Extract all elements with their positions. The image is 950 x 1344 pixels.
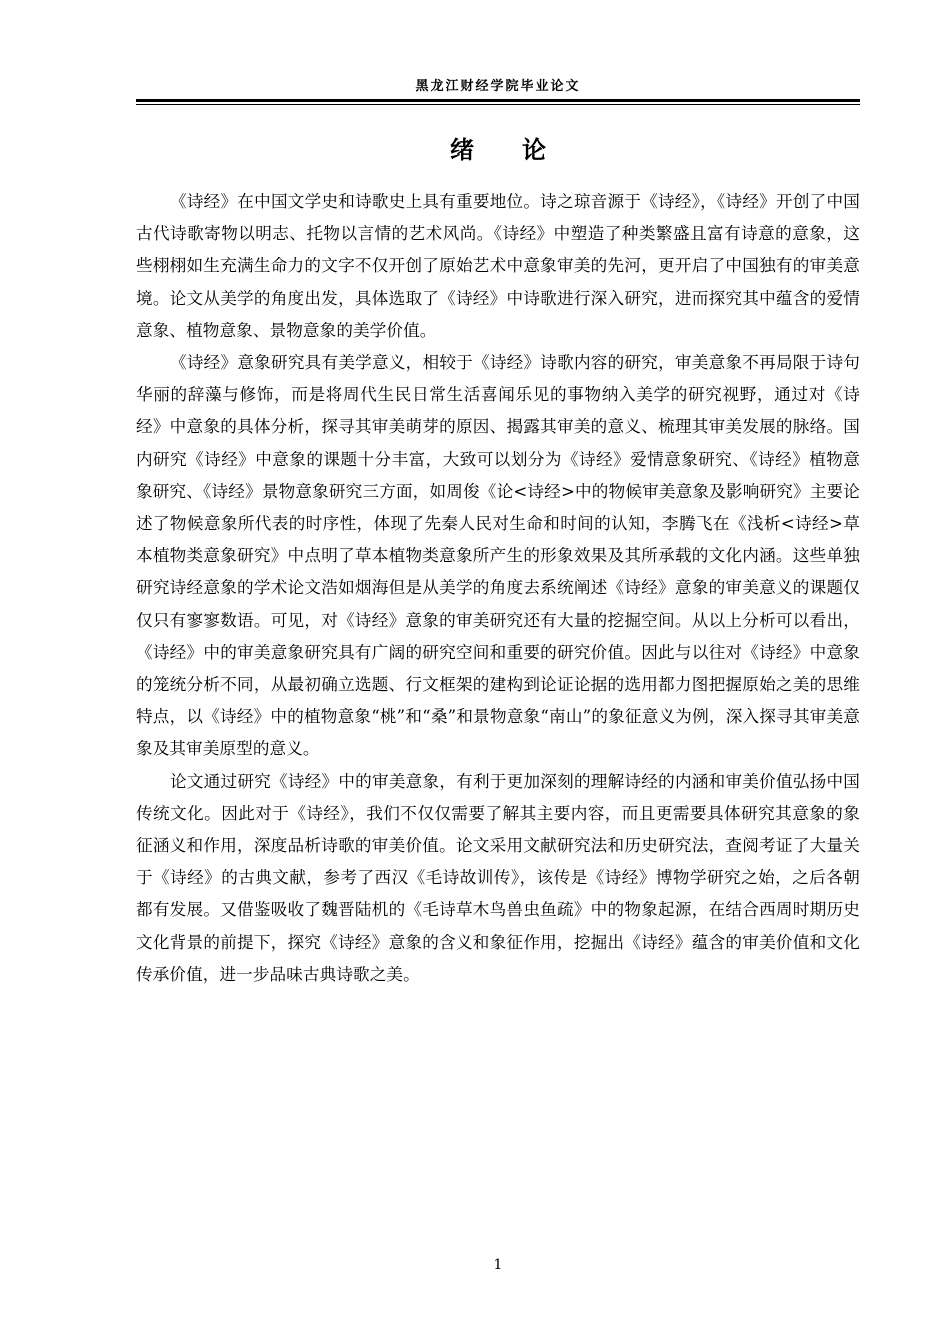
body-text [136, 186, 860, 991]
header-rule-thick [136, 99, 860, 102]
chapter-title-part1: 绪 [450, 135, 474, 164]
running-header: 黑龙江财经学院毕业论文 [415, 79, 581, 94]
paragraph-2: 《诗经》意象研究具有美学意义，相较于《诗经》诗歌内容的研究，审美意象不再局限于诗句华丽的辞藻与修饰，而是将周代生民日常生活喜闻乐见的事物纳入美学的研究视野，通过对《诗经》中意象的具体分析，探寻其审美萌芽的原因、揭露其审美的意义、梳理其审美发展的脉络。国内研究《诗经》中意象的课题十分丰富，大致可以划分为《诗经》爱情意象研究、《诗经》植物意象研究、《诗经》景物意象研究三方面，如周俊《论<诗经>中的物候审美意象及影响研究》主要论述了物候意象所代表的时序性，体现了先秦人民对生命和时间的认知，李腾飞在《浅析<诗经>草本植物类意象研究》中点明了草本植物类意象所产生的形象效果及其所承载的文化内涵。这些单独研究诗经意象的学术论文浩如烟海但是从美学的角度去系统阐述《诗经》意象的审美意义的课题仅仅只有寥寥数语。可见，对《诗经》意象的审美研究还有大量的挖掘空间。从以上分析可以看出，《诗经》中的审美意象研究具有广阔的研究空间和重要的研究价值。因此与以往对《诗经》中意象的笼统分析不同，从最初确立选题、行文框架的建构到论证论据的选用都力图把握原始之美的思维特点，以《诗经》中的植物意象“桃”和“桑”和景物意象“南山”的象征意义为例，深入探寻其审美意象及其审美原型的意义。 [136, 353, 860, 759]
header-rule-thin [136, 104, 860, 105]
paragraph-3: 论文通过研究《诗经》中的审美意象，有利于更加深刻的理解诗经的内涵和审美价值弘扬中国传统文化。因此对于《诗经》，我们不仅仅需要了解其主要内容，而且更需要具体研究其意象的象征涵义和作用，深度品析诗歌的审美价值。论文采用文献研究法和历史研究法，查阅考证了大量关于《诗经》的古典文献，参考了西汉《毛诗故训传》，该传是《诗经》博物学研究之始，之后各朝都有发展。又借鉴吸收了魏晋陆机的《毛诗草木鸟兽虫鱼疏》中的物象起源，在结合西周时期历史文化背景的前提下，探究《诗经》意象的含义和象征作用，挖掘出《诗经》蕴含的审美价值和文化传承价值，进一步品味古典诗歌之美。 [136, 771, 860, 984]
chapter-title [136, 134, 860, 166]
chapter-title-part2: 论 [522, 135, 546, 164]
page-number: 1 [493, 1257, 503, 1273]
paragraph-1: 《诗经》在中国文学史和诗歌史上具有重要地位。诗之琼音源于《诗经》，《诗经》开创了中国古代诗歌寄物以明志、托物以言情的艺术风尚。《诗经》中塑造了种类繁盛且富有诗意的意象，这些栩栩如生充满生命力的文字不仅开创了原始艺术中意象审美的先河，更开启了中国独有的审美意境。论文从美学的角度出发，具体选取了《诗经》中诗歌进行深入研究，进而探究其中蕴含的爱情意象、植物意象、景物意象的美学价值。 [136, 192, 860, 340]
